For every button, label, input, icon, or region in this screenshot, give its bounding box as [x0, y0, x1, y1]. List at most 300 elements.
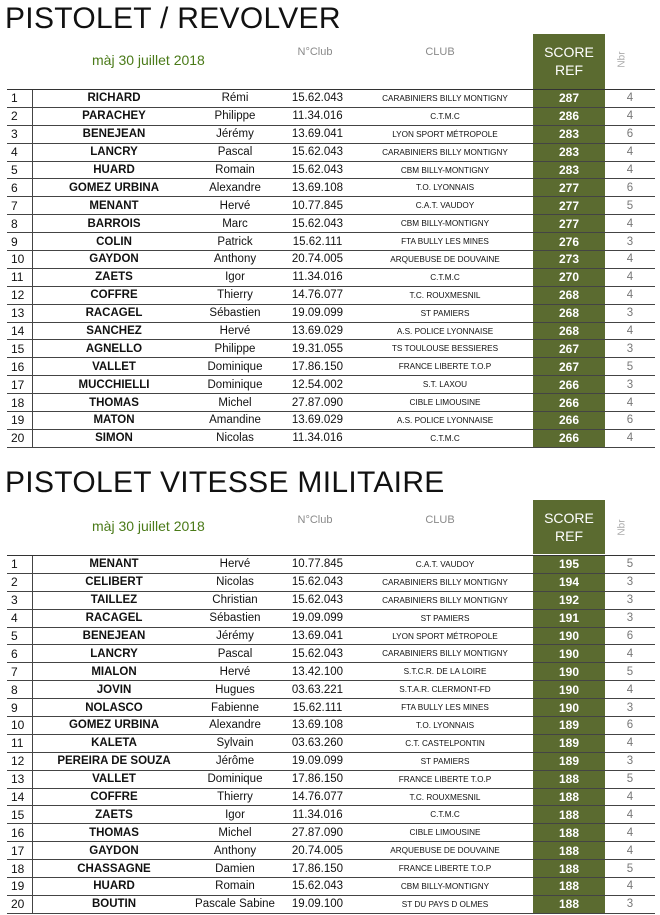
score-cell: 277 [533, 215, 605, 232]
update-date: màj 30 juillet 2018 [92, 518, 205, 534]
rank-cell: 17 [7, 376, 33, 393]
firstname-cell: Damien [215, 862, 255, 875]
table-row [7, 753, 655, 771]
nbr-cell: 4 [626, 647, 634, 660]
table-row [7, 824, 655, 842]
firstname-cell: Dominique [207, 773, 263, 786]
table-row [7, 574, 655, 592]
nbr-cell: 4 [626, 844, 634, 857]
name-cell: PEREIRA DE SOUZA [57, 755, 171, 768]
rank-cell: 4 [7, 144, 33, 161]
club-number-cell: 15.62.043 [291, 880, 344, 893]
club-name-cell: CARABINIERS BILLY MONTIGNY [382, 147, 508, 157]
club-number-cell: 20.74.005 [291, 844, 344, 857]
rank-cell: 8 [7, 681, 33, 698]
club-number-cell: 11.34.016 [292, 808, 343, 821]
club-name-cell: CBM BILLY-MONTIGNY [400, 881, 490, 891]
club-number-cell: 11.34.016 [292, 271, 343, 284]
club-number-cell: 03.63.260 [291, 737, 344, 750]
nbr-cell: 4 [626, 826, 634, 839]
name-cell: BENEJEAN [82, 128, 146, 141]
table-row [7, 108, 655, 126]
firstname-cell: Nicolas [216, 576, 254, 589]
rank-cell: 3 [7, 126, 33, 143]
score-cell: 273 [533, 251, 605, 268]
table-row [7, 789, 655, 807]
club-number-cell: 15.62.043 [291, 146, 344, 159]
score-cell: 190 [533, 628, 605, 645]
name-cell: CELIBERT [85, 576, 143, 589]
name-cell: AGNELLO [85, 342, 143, 355]
club-name-cell: ARQUEBUSE DE DOUVAINE [390, 846, 500, 856]
club-number-cell: 13.69.041 [291, 630, 344, 642]
name-cell: VALLET [92, 360, 136, 373]
rank-cell: 13 [7, 771, 33, 788]
rank-cell: 11 [7, 735, 33, 752]
score-cell: 276 [533, 233, 605, 250]
name-cell: HUARD [93, 880, 135, 893]
score-cell: 277 [533, 197, 605, 214]
name-cell: PARACHEY [82, 110, 146, 123]
score-cell: 188 [533, 806, 605, 823]
score-cell: 266 [533, 412, 605, 429]
club-number-cell: 19.09.099 [291, 755, 344, 768]
score-cell: 189 [533, 735, 605, 752]
club-name-cell: FRANCE LIBERTE T.O.P [398, 864, 492, 874]
club-name-cell: CBM BILLY-MONTIGNY [400, 219, 490, 229]
firstname-cell: Rémi [221, 92, 249, 105]
name-cell: MENANT [89, 558, 139, 571]
firstname-cell: Jérémy [216, 128, 254, 141]
club-number-cell: 19.09.100 [291, 898, 344, 911]
table-row [7, 771, 655, 789]
table-row [7, 179, 655, 197]
column-header-club: CLUB [425, 46, 455, 58]
club-number-cell: 19.31.055 [291, 342, 344, 355]
nbr-cell: 6 [626, 414, 634, 427]
score-cell: 190 [533, 645, 605, 662]
nbr-cell: 3 [626, 594, 634, 607]
firstname-cell: Jérémy [216, 630, 254, 642]
score-cell: 268 [533, 323, 605, 340]
name-cell: RACAGEL [85, 307, 143, 320]
name-cell: MUCCHIELLI [78, 378, 150, 391]
club-name-cell: C.T.M.C [430, 111, 460, 121]
firstname-cell: Sylvain [216, 737, 254, 750]
club-number-cell: 13.69.108 [291, 719, 344, 732]
column-header-nbr: Nbr [616, 51, 628, 68]
name-cell: SIMON [95, 432, 133, 445]
nbr-cell: 5 [626, 665, 634, 678]
rank-cell: 18 [7, 394, 33, 411]
club-name-cell: C.A.T. VAUDOY [415, 201, 475, 211]
name-cell: LANCRY [90, 647, 138, 660]
firstname-cell: Hugues [215, 683, 255, 696]
name-cell: RACAGEL [85, 612, 143, 625]
table-row [7, 144, 655, 162]
rank-cell: 9 [7, 699, 33, 716]
nbr-cell: 5 [626, 199, 634, 212]
firstname-cell: Anthony [213, 844, 257, 857]
rank-cell: 16 [7, 358, 33, 375]
rank-cell: 13 [7, 305, 33, 322]
club-name-cell: FRANCE LIBERTE T.O.P [398, 362, 492, 372]
name-cell: ZAETS [95, 271, 133, 284]
club-name-cell: CBM BILLY-MONTIGNY [400, 165, 490, 175]
nbr-cell: 4 [626, 271, 634, 284]
name-cell: COFFRE [90, 289, 138, 302]
column-header-score-label: SCORE REF [544, 510, 594, 544]
score-cell: 188 [533, 860, 605, 877]
table-row [7, 215, 655, 233]
ranking-table [7, 555, 655, 914]
club-name-cell: C.T.M.C [430, 810, 460, 820]
rank-cell: 3 [7, 592, 33, 609]
club-name-cell: S.T.A.R. CLERMONT-FD [399, 685, 491, 695]
rank-cell: 6 [7, 645, 33, 662]
nbr-cell: 3 [626, 576, 634, 589]
rank-cell: 20 [7, 896, 33, 913]
club-name-cell: ST DU PAYS D OLMES [401, 899, 489, 909]
score-cell: 188 [533, 878, 605, 895]
nbr-cell: 5 [626, 862, 634, 875]
club-number-cell: 19.09.099 [291, 307, 344, 320]
table-row [7, 592, 655, 610]
table-row [7, 842, 655, 860]
firstname-cell: Fabienne [211, 701, 259, 714]
score-cell: 188 [533, 789, 605, 806]
firstname-cell: Christian [212, 594, 258, 607]
club-name-cell: ST PAMIERS [420, 756, 470, 766]
score-cell: 266 [533, 394, 605, 411]
club-number-cell: 11.34.016 [292, 110, 343, 123]
table-row [7, 376, 655, 394]
club-number-cell: 14.76.077 [291, 791, 344, 804]
firstname-cell: Hervé [219, 665, 251, 678]
nbr-cell: 6 [626, 719, 634, 732]
club-number-cell: 15.62.043 [291, 164, 344, 176]
club-name-cell: CARABINIERS BILLY MONTIGNY [382, 577, 508, 587]
club-name-cell: C.T. CASTELPONTIN [405, 738, 485, 748]
name-cell: VALLET [92, 773, 136, 786]
nbr-cell: 6 [626, 128, 634, 141]
column-header-nbr: Nbr [616, 519, 628, 536]
table-row [7, 735, 655, 753]
score-cell: 277 [533, 179, 605, 196]
club-name-cell: S.T. LAXOU [422, 380, 468, 390]
name-cell: MENANT [89, 199, 139, 212]
rank-cell: 11 [7, 269, 33, 286]
name-cell: THOMAS [89, 396, 139, 409]
nbr-cell: 4 [626, 791, 634, 804]
club-number-cell: 12.54.002 [291, 378, 344, 391]
name-cell: GAYDON [89, 844, 139, 857]
nbr-cell: 3 [626, 898, 634, 911]
nbr-cell: 4 [626, 146, 634, 159]
club-name-cell: ARQUEBUSE DE DOUVAINE [390, 254, 500, 264]
firstname-cell: Jérôme [215, 755, 255, 768]
table-row [7, 412, 655, 430]
table-row [7, 305, 655, 323]
firstname-cell: Nicolas [216, 432, 254, 445]
firstname-cell: Hervé [219, 325, 251, 338]
name-cell: THOMAS [89, 826, 139, 839]
rank-cell: 5 [7, 628, 33, 645]
club-name-cell: FTA BULLY LES MINES [401, 237, 489, 247]
name-cell: MIALON [91, 665, 137, 678]
table-row [7, 663, 655, 681]
table-row [7, 287, 655, 305]
club-name-cell: A.S. POLICE LYONNAISE [396, 326, 494, 336]
score-cell: 190 [533, 681, 605, 698]
firstname-cell: Pascal [217, 146, 253, 159]
club-number-cell: 10.77.845 [291, 199, 344, 212]
club-name-cell: CIBLE LIMOUSINE [409, 828, 481, 838]
table-row [7, 860, 655, 878]
score-cell: 286 [533, 108, 605, 125]
column-header-club: CLUB [425, 514, 455, 526]
rank-cell: 8 [7, 215, 33, 232]
name-cell: GAYDON [89, 253, 139, 266]
club-name-cell: CARABINIERS BILLY MONTIGNY [382, 595, 508, 605]
nbr-cell: 3 [626, 342, 634, 355]
score-cell: 283 [533, 126, 605, 143]
club-number-cell: 17.86.150 [291, 773, 344, 786]
table-row [7, 197, 655, 215]
name-cell: NOLASCO [85, 701, 143, 714]
nbr-cell: 4 [626, 737, 634, 750]
table-row [7, 806, 655, 824]
nbr-cell: 4 [626, 217, 634, 230]
score-cell: 287 [533, 90, 605, 107]
club-number-cell: 17.86.150 [291, 360, 344, 373]
rank-cell: 12 [7, 287, 33, 304]
rank-cell: 10 [7, 251, 33, 268]
club-number-cell: 14.76.077 [291, 289, 344, 302]
score-cell: 283 [533, 144, 605, 161]
firstname-cell: Pascale Sabine [195, 898, 275, 911]
name-cell: GOMEZ URBINA [68, 719, 160, 732]
nbr-cell: 3 [626, 307, 634, 320]
club-name-cell: C.A.T. VAUDOY [415, 559, 475, 569]
club-name-cell: CARABINIERS BILLY MONTIGNY [382, 93, 508, 103]
firstname-cell: Romain [215, 880, 255, 893]
firstname-cell: Hervé [219, 558, 251, 571]
firstname-cell: Amandine [209, 414, 261, 427]
nbr-cell: 5 [626, 360, 634, 373]
rank-cell: 5 [7, 162, 33, 179]
nbr-cell: 6 [626, 630, 634, 642]
name-cell: SANCHEZ [86, 325, 142, 338]
score-cell: 190 [533, 699, 605, 716]
rank-cell: 7 [7, 663, 33, 680]
score-cell: 283 [533, 162, 605, 179]
club-number-cell: 17.86.150 [291, 862, 344, 875]
firstname-cell: Hervé [219, 199, 251, 212]
nbr-cell: 4 [626, 808, 634, 821]
nbr-cell: 6 [626, 181, 634, 194]
club-number-cell: 27.87.090 [291, 396, 344, 409]
club-name-cell: ST PAMIERS [420, 308, 470, 318]
score-cell: 266 [533, 376, 605, 393]
table-row [7, 645, 655, 663]
rank-cell: 15 [7, 340, 33, 357]
score-cell: 188 [533, 842, 605, 859]
club-name-cell: FRANCE LIBERTE T.O.P [398, 774, 492, 784]
rank-cell: 1 [7, 556, 33, 573]
table-row [7, 430, 655, 448]
club-number-cell: 15.62.043 [291, 92, 344, 105]
club-number-cell: 19.09.099 [291, 612, 344, 625]
rank-cell: 12 [7, 753, 33, 770]
club-number-cell: 11.34.016 [292, 432, 343, 445]
table-row [7, 251, 655, 269]
table-row [7, 162, 655, 180]
column-header-nclub: N°Club [297, 46, 333, 58]
club-name-cell: CIBLE LIMOUSINE [409, 398, 481, 408]
table-row [7, 556, 655, 574]
table-row [7, 681, 655, 699]
rank-cell: 19 [7, 878, 33, 895]
section-title: PISTOLET VITESSE MILITAIRE [5, 466, 445, 499]
score-cell: 188 [533, 896, 605, 913]
firstname-cell: Sébastien [209, 307, 261, 320]
nbr-cell: 4 [626, 164, 634, 176]
club-name-cell: ST PAMIERS [420, 613, 470, 623]
table-row [7, 269, 655, 287]
club-name-cell: CARABINIERS BILLY MONTIGNY [382, 649, 508, 659]
name-cell: KALETA [91, 737, 137, 750]
club-number-cell: 13.69.108 [291, 181, 344, 194]
rank-cell: 4 [7, 610, 33, 627]
name-cell: ZAETS [95, 808, 133, 821]
score-cell: 191 [533, 610, 605, 627]
name-cell: RICHARD [87, 92, 141, 105]
score-cell: 268 [533, 287, 605, 304]
firstname-cell: Michel [218, 396, 252, 409]
firstname-cell: Michel [218, 826, 252, 839]
table-row [7, 699, 655, 717]
firstname-cell: Anthony [213, 253, 257, 266]
club-number-cell: 15.62.043 [291, 217, 344, 230]
score-cell: 267 [533, 340, 605, 357]
club-number-cell: 15.62.043 [291, 647, 344, 660]
table-row [7, 610, 655, 628]
score-cell: 195 [533, 556, 605, 573]
club-name-cell: S.T.C.R. DE LA LOIRE [403, 667, 487, 677]
rank-cell: 9 [7, 233, 33, 250]
name-cell: JOVIN [96, 683, 132, 696]
rank-cell: 14 [7, 789, 33, 806]
firstname-cell: Patrick [217, 235, 253, 248]
firstname-cell: Sébastien [209, 612, 261, 625]
rank-cell: 20 [7, 430, 33, 447]
nbr-cell: 4 [626, 325, 634, 338]
club-number-cell: 27.87.090 [291, 826, 344, 839]
nbr-cell: 4 [626, 880, 634, 893]
ranking-table [7, 89, 655, 448]
table-row [7, 628, 655, 646]
rank-cell: 17 [7, 842, 33, 859]
rank-cell: 15 [7, 806, 33, 823]
club-name-cell: LYON SPORT MÉTROPOLE [392, 129, 498, 139]
nbr-cell: 4 [626, 289, 634, 302]
table-row [7, 896, 655, 914]
name-cell: BARROIS [87, 217, 141, 230]
club-name-cell: C.T.M.C [430, 272, 460, 282]
name-cell: BENEJEAN [82, 630, 146, 642]
firstname-cell: Romain [215, 164, 255, 176]
nbr-cell: 4 [626, 110, 634, 123]
firstname-cell: Igor [225, 271, 245, 284]
club-number-cell: 13.69.041 [291, 128, 344, 141]
name-cell: COLIN [96, 235, 132, 248]
column-header-score-label: SCORE REF [544, 44, 594, 78]
club-name-cell: TS TOULOUSE BESSIERES [391, 344, 499, 354]
club-name-cell: C.T.M.C [430, 433, 460, 443]
table-row [7, 323, 655, 341]
name-cell: COFFRE [90, 791, 138, 804]
table-row [7, 126, 655, 144]
column-header-nclub: N°Club [297, 514, 333, 526]
name-cell: CHASSAGNE [77, 862, 151, 875]
nbr-cell: 5 [626, 558, 634, 571]
score-cell: 194 [533, 574, 605, 591]
section-title: PISTOLET / REVOLVER [5, 2, 341, 35]
table-row [7, 358, 655, 376]
score-cell: 189 [533, 753, 605, 770]
score-cell: 270 [533, 269, 605, 286]
firstname-cell: Thierry [217, 791, 253, 804]
score-cell: 188 [533, 771, 605, 788]
score-cell: 188 [533, 824, 605, 841]
rank-cell: 7 [7, 197, 33, 214]
table-row [7, 717, 655, 735]
firstname-cell: Alexandre [209, 181, 261, 194]
table-row [7, 394, 655, 412]
nbr-cell: 3 [626, 755, 634, 768]
rank-cell: 16 [7, 824, 33, 841]
club-number-cell: 13.42.100 [291, 665, 344, 678]
name-cell: BOUTIN [91, 898, 137, 911]
firstname-cell: Philippe [214, 342, 256, 355]
name-cell: GOMEZ URBINA [68, 181, 160, 194]
firstname-cell: Thierry [217, 289, 253, 302]
club-name-cell: T.C. ROUXMESNIL [409, 290, 481, 300]
firstname-cell: Marc [222, 217, 248, 230]
firstname-cell: Dominique [207, 360, 263, 373]
rank-cell: 18 [7, 860, 33, 877]
table-row [7, 90, 655, 108]
nbr-cell: 4 [626, 92, 634, 105]
rank-cell: 14 [7, 323, 33, 340]
club-number-cell: 15.62.043 [291, 594, 344, 607]
club-number-cell: 15.62.043 [291, 576, 344, 589]
name-cell: LANCRY [90, 146, 138, 159]
club-number-cell: 15.62.111 [292, 235, 343, 248]
firstname-cell: Igor [225, 808, 245, 821]
club-name-cell: LYON SPORT MÉTROPOLE [392, 631, 498, 641]
club-name-cell: A.S. POLICE LYONNAISE [396, 415, 494, 425]
score-cell: 268 [533, 305, 605, 322]
table-row [7, 233, 655, 251]
firstname-cell: Pascal [217, 647, 253, 660]
nbr-cell: 5 [626, 773, 634, 786]
rank-cell: 10 [7, 717, 33, 734]
nbr-cell: 3 [626, 378, 634, 391]
update-date: màj 30 juillet 2018 [92, 52, 205, 68]
nbr-cell: 4 [626, 683, 634, 696]
